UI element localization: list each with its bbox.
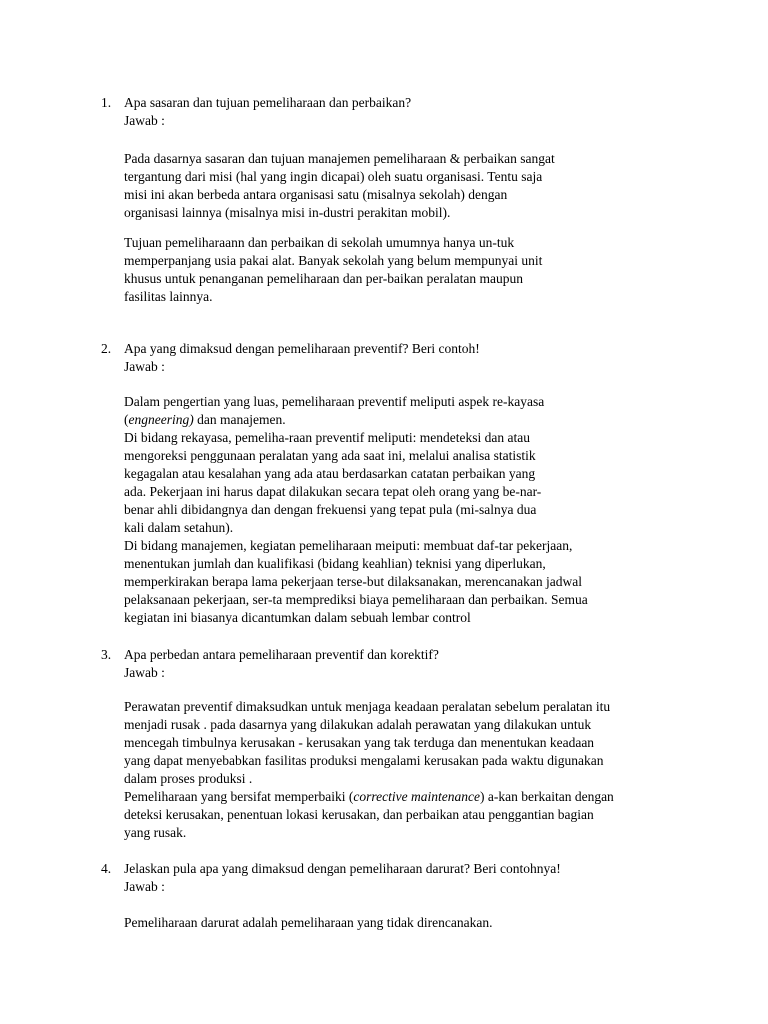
answer-line: Tujuan pemeliharaann dan perbaikan di sekolah umumnya hanya un-tuk bbox=[124, 235, 515, 250]
answer-label: Jawab : bbox=[124, 879, 165, 894]
answer-line: Dalam pengertian yang luas, pemeliharaan preventif meliputi aspek re-kayasa bbox=[124, 394, 545, 409]
answer-line: Pemeliharaan yang bersifat memperbaiki (corrective maintenance) a-kan berkaitan dengan bbox=[124, 789, 614, 804]
answer-line: memperpanjang usia pakai alat. Banyak sekolah yang belum mempunyai unit bbox=[124, 253, 543, 268]
answer-line: ada. Pekerjaan ini harus dapat dilakukan secara tepat oleh orang yang be-nar- bbox=[124, 484, 542, 499]
answer-line: dalam proses produksi . bbox=[124, 771, 253, 786]
answer-line: (engneering) dan manajemen. bbox=[124, 412, 286, 427]
answer-line: misi ini akan berbeda antara organisasi satu (misalnya sekolah) dengan bbox=[124, 187, 508, 202]
answer-line: kali dalam setahun). bbox=[124, 520, 234, 535]
question-number: 3. bbox=[101, 647, 112, 662]
answer-line: organisasi lainnya (misalnya misi in-dustri perakitan mobil). bbox=[124, 205, 451, 220]
answer-label: Jawab : bbox=[124, 113, 165, 128]
answer-line: Di bidang rekayasa, pemeliha-raan preventif meliputi: mendeteksi dan atau bbox=[124, 430, 530, 445]
question-number: 1. bbox=[101, 95, 112, 110]
answer-line: Pemeliharaan darurat adalah pemeliharaan yang tidak direncanakan. bbox=[124, 915, 493, 930]
italic-term: engneering) bbox=[128, 412, 194, 427]
answer-line: Pada dasarnya sasaran dan tujuan manajemen pemeliharaan & perbaikan sangat bbox=[124, 151, 555, 166]
answer-label: Jawab : bbox=[124, 665, 165, 680]
answer-label: Jawab : bbox=[124, 359, 165, 374]
answer-line: khusus untuk penanganan pemeliharaan dan per-baikan peralatan maupun bbox=[124, 271, 523, 286]
answer-line: mencegah timbulnya kerusakan - kerusakan yang tak terduga dan menentukan keadaan bbox=[124, 735, 595, 750]
answer-line: pelaksanaan pekerjaan, ser-ta memprediksi biaya pemeliharaan dan perbaikan. Semua bbox=[124, 592, 588, 607]
answer-line: yang rusak. bbox=[124, 825, 187, 840]
answer-line: kegagalan atau kesalahan yang ada atau berdasarkan catatan perbaikan yang bbox=[124, 466, 536, 481]
answer-line: mengoreksi penggunaan peralatan yang ada saat ini, melalui analisa statistik bbox=[124, 448, 536, 463]
answer-line: yang dapat menyebabkan fasilitas produksi mengalami kerusakan pada waktu digunakan bbox=[124, 753, 604, 768]
answer-line: menjadi rusak . pada dasarnya yang dilakukan adalah perawatan yang dilakukan untuk bbox=[124, 717, 592, 732]
answer-line: Perawatan preventif dimaksudkan untuk menjaga keadaan peralatan sebelum peralatan itu bbox=[124, 699, 611, 714]
answer-line: menentukan jumlah dan kualifikasi (bidang keahlian) teknisi yang diperlukan, bbox=[124, 556, 546, 571]
question-number: 4. bbox=[101, 861, 112, 876]
question-text: Apa sasaran dan tujuan pemeliharaan dan perbaikan? bbox=[124, 95, 412, 110]
answer-line: fasilitas lainnya. bbox=[124, 289, 213, 304]
italic-term: corrective maintenance bbox=[353, 789, 480, 804]
question-text: Apa perbedan antara pemeliharaan preventif dan korektif? bbox=[124, 647, 439, 662]
answer-line: benar ahli dibidangnya dan dengan frekuensi yang tepat pula (mi-salnya dua bbox=[124, 502, 537, 517]
answer-line: deteksi kerusakan, penentuan lokasi kerusakan, dan perbaikan atau penggantian bagian bbox=[124, 807, 594, 822]
question-text: Jelaskan pula apa yang dimaksud dengan pemeliharaan darurat? Beri contohnya! bbox=[124, 861, 561, 876]
question-text: Apa yang dimaksud dengan pemeliharaan preventif? Beri contoh! bbox=[124, 341, 480, 356]
answer-line: kegiatan ini biasanya dicantumkan dalam sebuah lembar control bbox=[124, 610, 471, 625]
answer-line: Di bidang manajemen, kegiatan pemeliharaan meiputi: membuat daf-tar pekerjaan, bbox=[124, 538, 573, 553]
answer-line: tergantung dari misi (hal yang ingin dicapai) oleh suatu organisasi. Tentu saja bbox=[124, 169, 543, 184]
question-number: 2. bbox=[101, 341, 112, 356]
answer-line: memperkirakan berapa lama pekerjaan terse-but dilaksanakan, merencanakan jadwal bbox=[124, 574, 583, 589]
